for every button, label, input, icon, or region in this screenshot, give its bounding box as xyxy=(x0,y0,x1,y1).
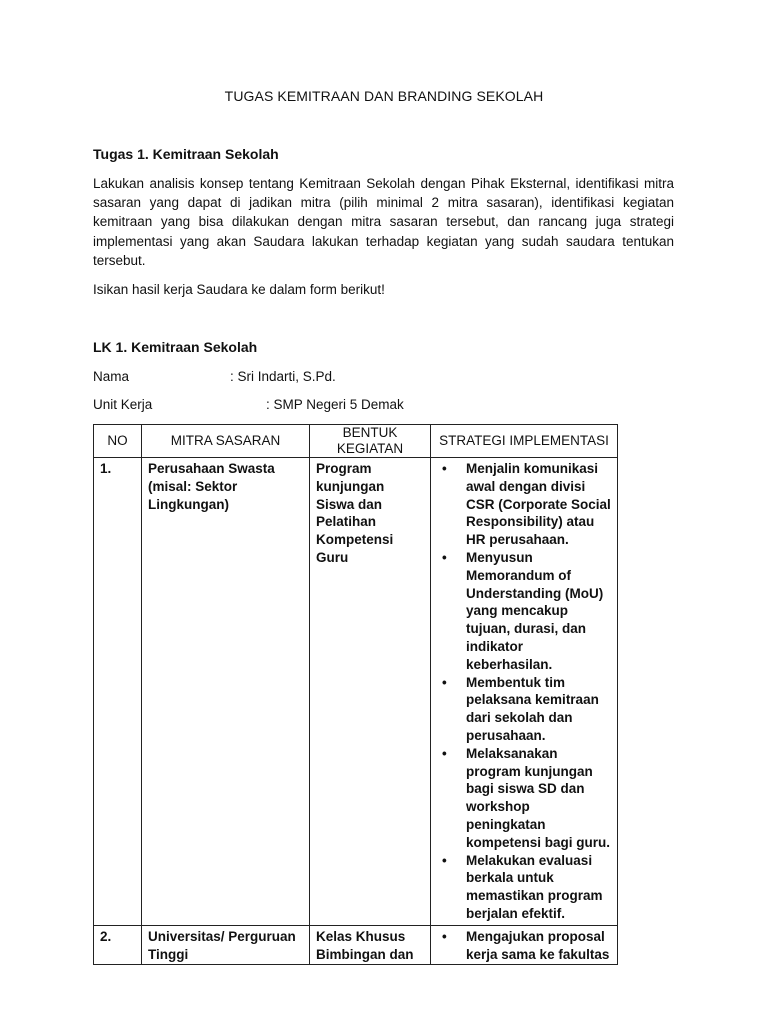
row-bentuk xyxy=(310,925,431,964)
strategy-item: • Melakukan evaluasi berkala untuk memastikan program berjalan efektif. xyxy=(437,852,612,923)
header-bentuk-kegiatan: BENTUK KEGIATAN xyxy=(310,425,431,458)
nama-label: Nama xyxy=(93,369,130,384)
lk-heading: LK 1. Kemitraan Sekolah xyxy=(93,339,258,355)
unit-kerja-label: Unit Kerja xyxy=(93,397,153,412)
task-description: Lakukan analisis konsep tentang Kemitraan Sekolah dengan Pihak Eksternal, identifikasi mitra sasaran yang dapat di jadikan mitra (pilih minimal 2 mitra sasaran), identifikasi kegiatan kemitraan yang bisa dilakukan dengan mitra sasaran tersebut, dan rancang juga strategi implementasi yang akan Saudara lakukan terhadap kegiatan yang sudah saudara tentukan tersebut. xyxy=(93,176,674,268)
row-bentuk: Program kunjungan Siswa dan Pelatihan Kompetensi Guru xyxy=(310,458,431,926)
row-mitra: Perusahaan Swasta (misal: Sektor Lingkungan) xyxy=(142,458,310,926)
instruction-text: Isikan hasil kerja Saudara ke dalam form berikut! xyxy=(93,282,385,297)
strategy-item: • Melaksanakan program kunjungan bagi siswa SD dan workshop peningkatan kompetensi bagi guru. xyxy=(437,745,612,852)
row-no: 1. xyxy=(94,458,142,926)
table-row xyxy=(94,925,618,964)
strategy-list xyxy=(437,928,612,962)
task-heading: Tugas 1. Kemitraan Sekolah xyxy=(93,146,279,162)
row-strategi xyxy=(431,458,618,926)
header-strategi-implementasi: STRATEGI IMPLEMENTASI xyxy=(431,425,618,458)
unit-kerja-value: : SMP Negeri 5 Demak xyxy=(266,397,404,412)
strategy-item: • Membentuk tim pelaksana kemitraan dari sekolah dan perusahaan. xyxy=(437,674,612,745)
strategy-item: • Menyusun Memorandum of Understanding (MoU) yang mencakup tujuan, durasi, dan indikator keberhasilan. xyxy=(437,549,612,674)
cell-text: 2. xyxy=(100,928,112,944)
strategy-item: • Menjalin komunikasi awal dengan divisi CSR (Corporate Social Responsibility) atau HR perusahaan. xyxy=(437,460,612,549)
strategy-item: • Mengajukan proposal kerja sama ke fakultas xyxy=(437,928,612,962)
strategy-list xyxy=(437,460,612,923)
header-mitra-sasaran: MITRA SASARAN xyxy=(142,425,310,458)
row-strategi xyxy=(431,925,618,964)
table-header-row xyxy=(94,425,618,458)
table-row xyxy=(94,458,618,926)
cell-text: Universitas/ Perguruan Tinggi xyxy=(148,928,296,962)
cell-text xyxy=(437,928,612,962)
kemitraan-table xyxy=(93,424,618,965)
document-title: TUGAS KEMITRAAN DAN BRANDING SEKOLAH xyxy=(224,88,544,104)
row-mitra xyxy=(142,925,310,964)
nama-value: : Sri Indarti, S.Pd. xyxy=(230,369,336,384)
row-no xyxy=(94,925,142,964)
cell-text: Kelas Khusus Bimbingan dan xyxy=(316,928,414,962)
header-no: NO xyxy=(94,425,142,458)
